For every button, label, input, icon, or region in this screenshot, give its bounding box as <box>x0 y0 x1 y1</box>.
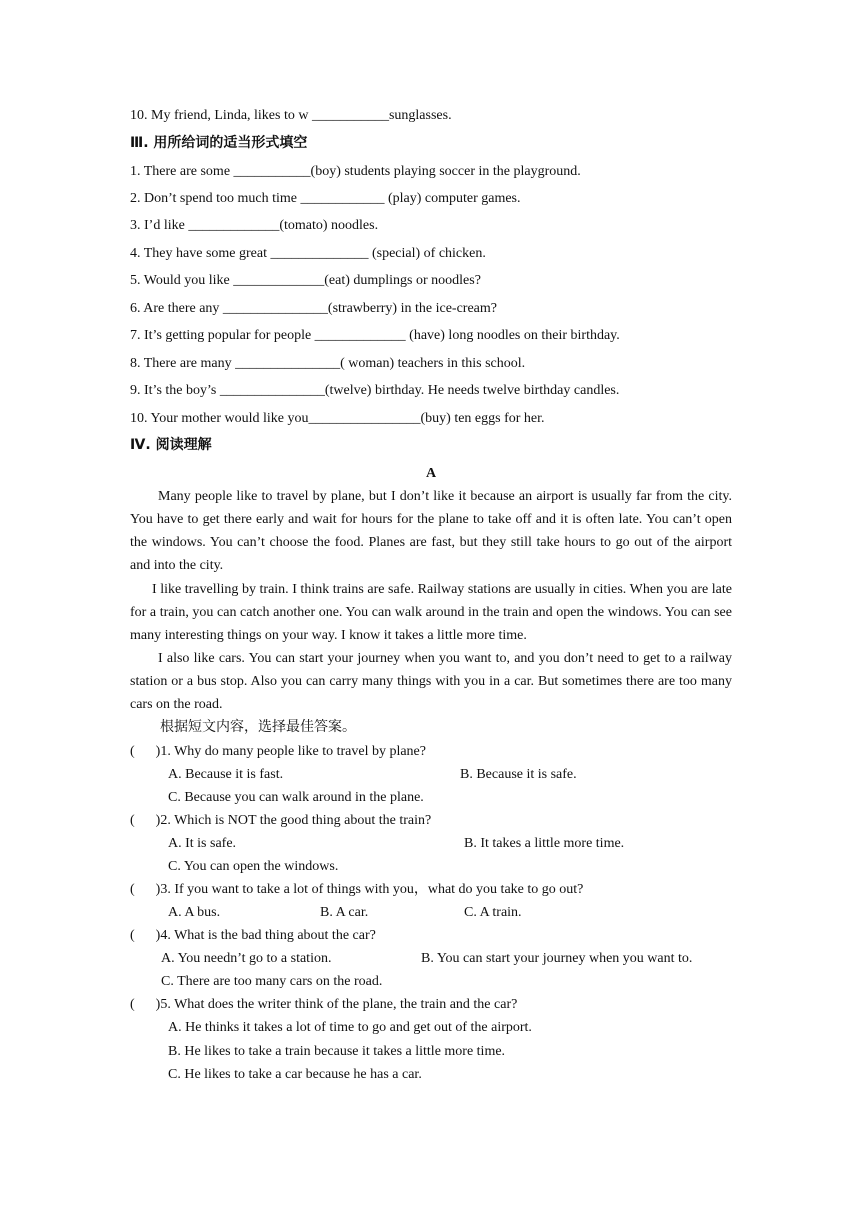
option-a: A. It is safe. <box>168 836 237 851</box>
option-a: A. He thinks it takes a lot of time to go and get out of the airport. <box>168 1020 532 1035</box>
passage-title: A <box>425 466 437 481</box>
fill-blank-item: 8. There are many _______________( woman) teachers in this school. <box>130 356 526 371</box>
option-a: A. A bus. <box>168 905 221 920</box>
previous-item-10: 10. My friend, Linda, likes to w ___________sunglasses. <box>130 108 452 123</box>
option-a: A. You needn’t go to a station. <box>161 951 332 966</box>
option-b: B. It takes a little more time. <box>464 836 625 851</box>
passage-paragraph-2: I like travelling by train. I think trains are safe. Railway stations are usually in cities. When you are late for a train, you can catch another one. You can walk around in the train and open the windows. You can see many interesting things on your way. I know it takes a little more time. <box>130 582 732 643</box>
passage-paragraph-1: Many people like to travel by plane, but I don’t like it because an airport is usually far from the city. You have to get there early and wait for hours for the plane to take off and it is often late. You can’t open the windows. You can’t choose the food. Planes are fast, but they still take hours to go out of the airport and into the city. <box>130 489 732 573</box>
fill-blank-item: 7. It’s getting popular for people _____________ (have) long noodles on their birthday. <box>130 328 620 343</box>
fill-blank-item: 9. It’s the boy’s _______________(twelve) birthday. He needs twelve birthday candles. <box>130 383 620 398</box>
question-stem: ( )2. Which is NOT the good thing about the train? <box>130 813 432 828</box>
question-stem: ( )4. What is the bad thing about the car? <box>130 928 376 943</box>
option-c: C. You can open the windows. <box>168 859 339 874</box>
fill-blank-item: 2. Don’t spend too much time ____________ (play) computer games. <box>130 191 521 206</box>
question-stem: ( )1. Why do many people like to travel by plane? <box>130 744 426 759</box>
option-a: A. Because it is fast. <box>168 767 284 782</box>
fill-blank-item: 4. They have some great ______________ (special) of chicken. <box>130 246 486 261</box>
fill-blank-item: 3. I’d like _____________(tomato) noodles. <box>130 218 379 233</box>
question-instruction: 根据短文内容，选择最佳答案。 <box>160 720 356 735</box>
option-c: C. Because you can walk around in the plane. <box>168 790 424 805</box>
question-stem: ( )5. What does the writer think of the plane, the train and the car? <box>130 997 518 1012</box>
fill-blank-item: 1. There are some ___________(boy) students playing soccer in the playground. <box>130 164 581 179</box>
fill-blank-item: 5. Would you like _____________(eat) dumplings or noodles? <box>130 273 481 288</box>
option-b: B. A car. <box>320 905 369 920</box>
option-b: B. He likes to take a train because it takes a little more time. <box>168 1044 506 1059</box>
section-4-heading: Ⅳ. 阅读理解 <box>130 437 212 453</box>
section-3-heading: Ⅲ. 用所给词的适当形式填空 <box>130 135 308 151</box>
option-c: C. He likes to take a car because he has a car. <box>168 1067 422 1082</box>
fill-blank-item: 10. Your mother would like you________________(buy) ten eggs for her. <box>130 411 545 426</box>
passage-paragraph-3: I also like cars. You can start your journey when you want to, and you don’t need to get to a railway station or a bus stop. Also you can carry many things with you in a car. But sometimes there are too many cars on the road. <box>130 651 732 712</box>
fill-blank-item: 6. Are there any _______________(strawberry) in the ice-cream? <box>130 301 497 316</box>
question-stem: ( )3. If you want to take a lot of things with you，what do you take to go out? <box>130 882 584 897</box>
option-c: C. A train. <box>464 905 522 920</box>
option-b: B. Because it is safe. <box>460 767 577 782</box>
option-b: B. You can start your journey when you want to. <box>421 951 693 966</box>
option-c: C. There are too many cars on the road. <box>161 974 383 989</box>
